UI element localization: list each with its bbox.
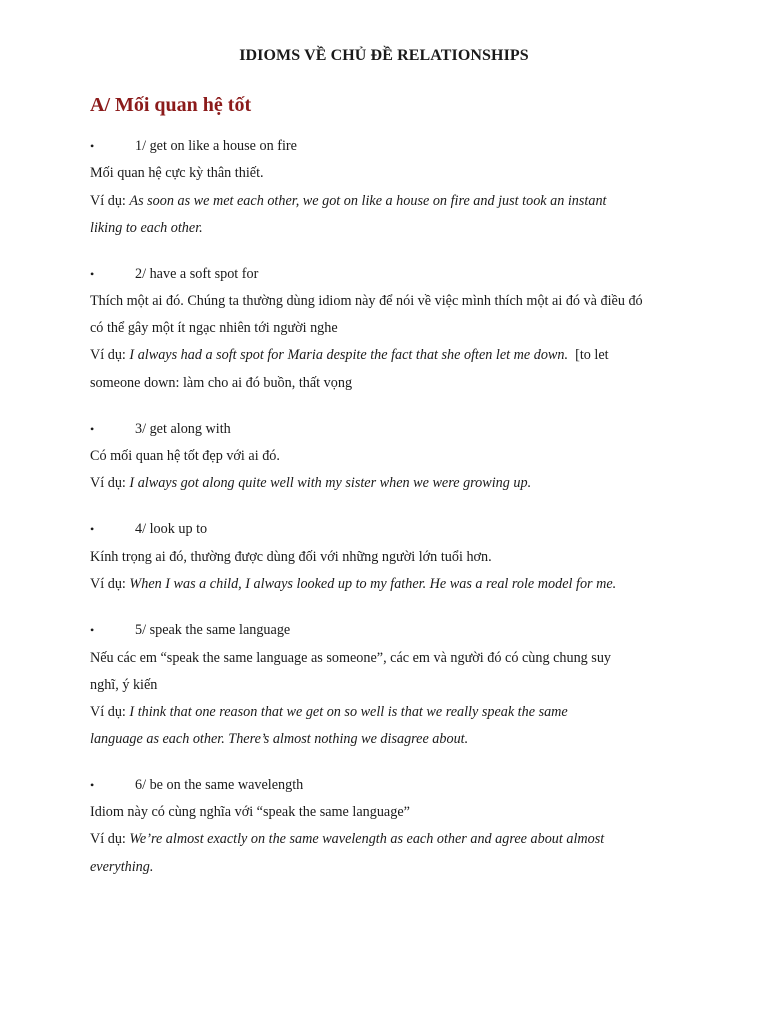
- idiom-meaning: Idiom này có cùng nghĩa với “speak the same language”: [90, 804, 410, 820]
- bullet-icon: •: [90, 623, 95, 637]
- idiom-meaning: Có mối quan hệ tốt đẹp với ai đó.: [90, 448, 280, 464]
- example-label: Ví dụ:: [90, 193, 126, 209]
- example-text: liking to each other.: [90, 220, 203, 236]
- section-heading: A/ Mối quan hệ tốt: [90, 94, 252, 116]
- example-text: As soon as we met each other, we got on like a house on fire and just took an instant: [129, 193, 607, 209]
- document-title: IDIOMS VỀ CHỦ ĐỀ RELATIONSHIPS: [239, 47, 529, 64]
- idiom-term: 4/ look up to: [135, 521, 208, 537]
- idiom-example: [90, 346, 609, 364]
- idiom-meaning: Mối quan hệ cực kỳ thân thiết.: [90, 165, 264, 181]
- example-text: language as each other. There’s almost nothing we disagree about.: [90, 731, 469, 747]
- idiom-term: 2/ have a soft spot for: [135, 266, 259, 282]
- example-label: Ví dụ:: [90, 576, 126, 592]
- idiom-example: [90, 474, 531, 492]
- example-text: I always had a soft spot for Maria despite the fact that she often let me down.: [129, 347, 569, 363]
- idiom-meaning: nghĩ, ý kiến: [90, 677, 158, 693]
- example-text: everything.: [90, 859, 154, 875]
- idiom-term: 5/ speak the same language: [135, 622, 291, 638]
- example-label: Ví dụ:: [90, 347, 126, 363]
- example-label: Ví dụ:: [90, 704, 126, 720]
- example-text: I always got along quite well with my sister when we were growing up.: [129, 475, 532, 491]
- idiom-example: [90, 703, 568, 721]
- idiom-term: 1/ get on like a house on fire: [135, 138, 297, 154]
- idiom-term: 6/ be on the same wavelength: [135, 777, 304, 793]
- bullet-icon: •: [90, 522, 95, 536]
- bullet-icon: •: [90, 422, 95, 436]
- bullet-icon: •: [90, 778, 95, 792]
- idiom-meaning: có thể gây một ít ngạc nhiên tới người nghe: [90, 320, 338, 336]
- idiom-meaning: Thích một ai đó. Chúng ta thường dùng idiom này để nói về việc mình thích một ai đó và điều đó: [90, 293, 643, 309]
- bullet-icon: •: [90, 139, 95, 153]
- idiom-example: [90, 575, 616, 593]
- idiom-meaning: Kính trọng ai đó, thường được dùng đối với những người lớn tuổi hơn.: [90, 549, 492, 565]
- idiom-example: [90, 830, 604, 848]
- example-text: When I was a child, I always looked up to my father. He was a real role model for me.: [129, 576, 617, 592]
- example-text: I think that one reason that we get on so well is that we really speak the same: [129, 704, 568, 720]
- example-label: Ví dụ:: [90, 475, 126, 491]
- note-text: someone down: làm cho ai đó buồn, thất vọng: [90, 375, 353, 391]
- idiom-meaning: Nếu các em “speak the same language as someone”, các em và người đó có cùng chung suy: [90, 650, 612, 666]
- idiom-example: [90, 192, 607, 210]
- bullet-icon: •: [90, 267, 95, 281]
- example-text: We’re almost exactly on the same wavelength as each other and agree about almost: [129, 831, 605, 847]
- note-text: [to let: [575, 347, 609, 363]
- idiom-term: 3/ get along with: [135, 421, 231, 437]
- example-label: Ví dụ:: [90, 831, 126, 847]
